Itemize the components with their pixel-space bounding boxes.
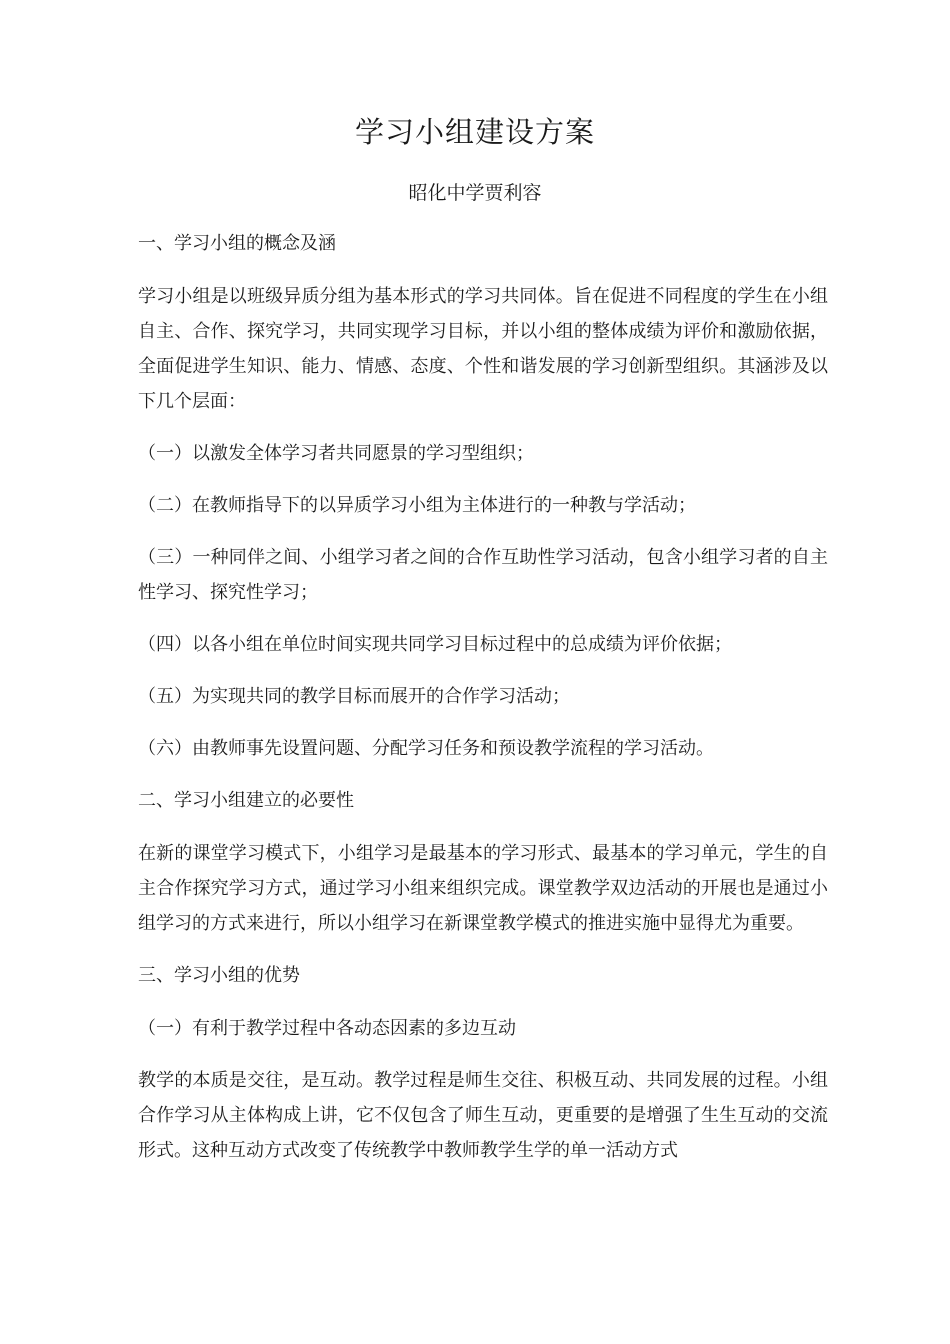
section-heading: 二、学习小组建立的必要性 — [138, 790, 354, 811]
list-item: （六）由教师事先设置问题、分配学习任务和预设教学流程的学习活动。 — [138, 738, 714, 759]
document-body — [138, 226, 828, 1185]
section-heading: 三、学习小组的优势 — [138, 965, 300, 986]
body-paragraph: 教学的本质是交往，是互动。教学过程是师生交往、积极互动、共同发展的过程。小组合作学习从主体构成上讲，它不仅包含了师生互动，更重要的是增强了生生互动的交流形式。这种互动方式改变了传统教学中教师教学生学的单一活动方式 — [138, 1070, 828, 1161]
section-heading: 一、学习小组的概念及涵 — [138, 233, 336, 254]
list-item: （一）以激发全体学习者共同愿景的学习型组织； — [138, 443, 534, 464]
list-item: （四）以各小组在单位时间实现共同学习目标过程中的总成绩为评价依据； — [138, 634, 732, 655]
body-paragraph: 在新的课堂学习模式下，小组学习是最基本的学习形式、最基本的学习单元，学生的自主合作探究学习方式，通过学习小组来组织完成。课堂教学双边活动的开展也是通过小组学习的方式来进行，所以小组学习在新课堂教学模式的推进实施中显得尤为重要。 — [138, 843, 828, 934]
body-paragraph: 学习小组是以班级异质分组为基本形式的学习共同体。旨在促进不同程度的学生在小组自主、合作、探究学习，共同实现学习目标，并以小组的整体成绩为评价和激励依据，全面促进学生知识、能力、情感、态度、个性和谐发展的学习创新型组织。其涵涉及以下几个层面： — [138, 286, 828, 412]
list-item: （二）在教师指导下的以异质学习小组为主体进行的一种教与学活动； — [138, 495, 696, 516]
subsection-heading: （一）有利于教学过程中各动态因素的多边互动 — [138, 1018, 516, 1039]
list-item: （五）为实现共同的教学目标而展开的合作学习活动； — [138, 686, 570, 707]
document-title: 学习小组建设方案 — [354, 115, 595, 149]
document-author: 昭化中学贾利容 — [408, 182, 542, 204]
list-item: （三）一种同伴之间、小组学习者之间的合作互助性学习活动，包含小组学习者的自主性学习、探究性学习； — [138, 547, 828, 603]
